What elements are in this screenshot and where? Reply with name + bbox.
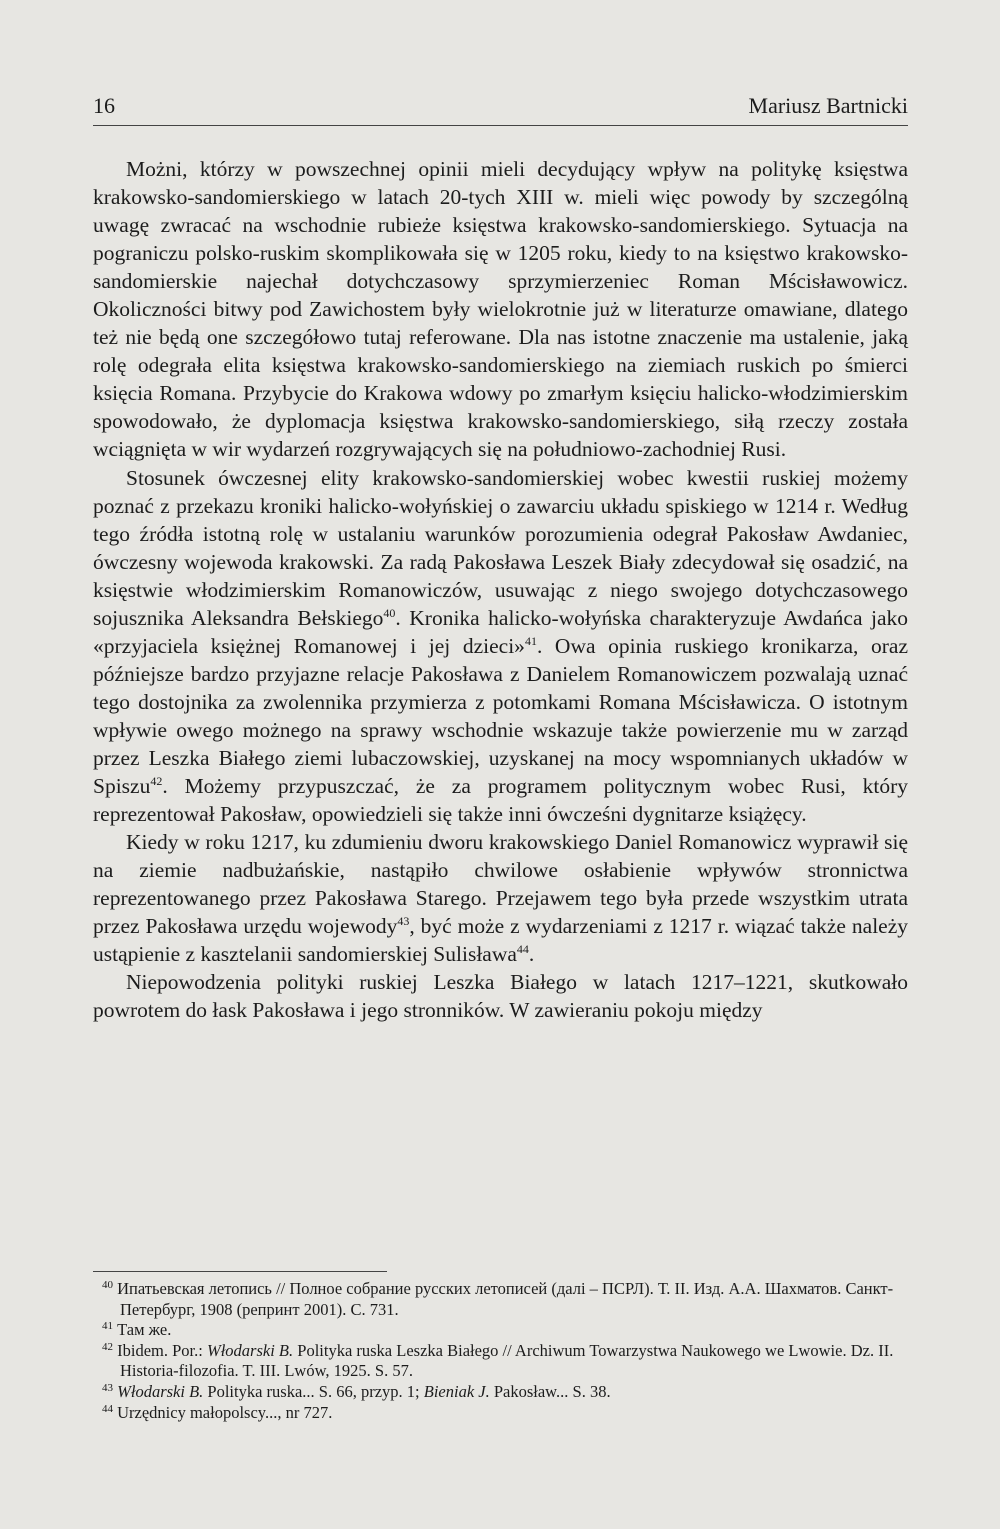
paragraph-3: Kiedy w roku 1217, ku zdumieniu dworu krakowskiego Daniel Romanowicz wyprawił się na ziemie nadbużańskie, nastąpiło chwilowe osłabienie wpływów stronnictwa reprezentowanego przez Pakosława Starego. Przejawem tego była przede wszystkim utrata przez Pakosława urzędu wojewody$^{43}$, być może z wydarzeniami z 1217 r. wiązać także należy ustąpienie z kasztelanii sandomierskiej Sulisława$^{44}$.: [93, 830, 908, 967]
main-text: [93, 155, 908, 1024]
footnote-44: $^{44}$ Urzędnicy małopolscy..., nr 727.: [102, 1402, 333, 1422]
paragraph-4: Niepowodzenia polityki ruskiej Leszka Białego w latach 1217–1221, skutkowało powrotem do łask Pakosława i jego stronników. W zawieraniu pokoju między: [93, 970, 908, 1023]
footnote-ref-41[interactable]: 41: [524, 633, 537, 648]
footnote-divider: [93, 1271, 387, 1272]
footnotes: [93, 1279, 908, 1423]
footnote-ref-43[interactable]: 43: [397, 914, 410, 929]
footnote-ref-42[interactable]: 42: [150, 774, 163, 789]
footnote-42: $^{42}$ Ibidem. Por.: Włodarski B. Polityka ruska Leszka Białego // Archiwum Towarzystwa Naukowego we Lwowie. Dz. II. Historia-filozofia. T. III. Lwów, 1925. S. 57.: [102, 1340, 894, 1381]
footnote-40: $^{40}$ Ипатьевская летопись // Полное собрание русских летописей (далі – ПСРЛ). Т. II. Изд. А.А. Шахматов. Санкт-Петербург, 1908 (репринт 2001). С. 731.: [102, 1279, 894, 1319]
paragraph-1: Możni, którzy w powszechnej opinii mieli decydujący wpływ na politykę księstwa krakowsko-sandomierskiego w latach 20-tych XIII w. mieli więc powody by szczególną uwagę zwracać na wschodnie rubieże księstwa krakowsko-sandomierskiego. Sytuacja na pograniczu polsko-ruskim skomplikowała się w 1205 roku, kiedy to na księstwo krakowsko-sandomierskie najechał dotychczasowy sprzymierzeniec Roman Mścisławowicz. Okoliczności bitwy pod Zawichostem były wielokrotnie już w literaturze omawiane, dlatego też nie będą one szczegółowo tutaj referowane. Dla nas istotne znaczenie ma ustalenie, jaką rolę odegrała elita księstwa krakowsko-sandomierskiego na ziemiach ruskich po śmierci księcia Romana. Przybycie do Krakowa wdowy po zmarłym księciu halicko-włodzimierskim spowodowało, że dyplomacja księstwa krakowsko-sandomierskiego, siłą rzeczy została wciągnięta w wir wydarzeń rozgrywających się na południowo-zachodniej Rusi.: [93, 157, 908, 462]
footnote-43: $^{43}$ Włodarski B. Polityka ruska... S. 66, przyp. 1; Bieniak J. Pakosław... S. 38.: [102, 1381, 611, 1401]
footnote-ref-44[interactable]: 44: [516, 942, 529, 957]
running-title: Mariusz Bartnicki: [748, 93, 908, 118]
page-number: 16: [93, 93, 115, 118]
page-header: [93, 92, 908, 120]
footnote-ref-40[interactable]: 40: [383, 605, 396, 620]
paragraph-2: Stosunek ówczesnej elity krakowsko-sandomierskiej wobec kwestii ruskiej możemy poznać z przekazu kroniki halicko-wołyńskiej o zawarciu układu spiskiego w 1214 r. Według tego źródła istotną rolę w ustalaniu warunków porozumienia odegrał Pakosław Awdaniec, ówczesny wojewoda krakowski. Za radą Pakosława Leszek Biały zdecydował się osadzić, na księstwie włodzimierskim Romanowiczów, usuwając z niego swojego dotychczasowego sojusznika Aleksandra Bełskiego$^{40}$. Kronika halicko-wołyńska charakteryzuje Awdańca jako «przyjaciela księżnej Romanowej i jej dzieci»$^{41}$. Owa opinia ruskiego kronikarza, oraz późniejsze bardzo przyjazne relacje Pakosława z Danielem Romanowiczem pozwalają uznać tego dostojnika za zwolennika przymierza z potomkami Romana Mścisławicza. O istotnym wpływie owego możnego na sprawy wschodnie wskazuje także powierzenie mu w zarząd przez Leszka Białego ziemi lubaczowskiej, uzyskanej na mocy wspomnianych układów w Spiszu$^{42}$. Możemy przypuszczać, że za programem politycznym wobec Rusi, który reprezentował Pakosław, opowiedzieli się także inni ówcześni dygnitarze książęcy.: [93, 465, 908, 827]
footnote-41: $^{41}$ Там же.: [102, 1320, 172, 1340]
header-divider: [93, 125, 908, 126]
